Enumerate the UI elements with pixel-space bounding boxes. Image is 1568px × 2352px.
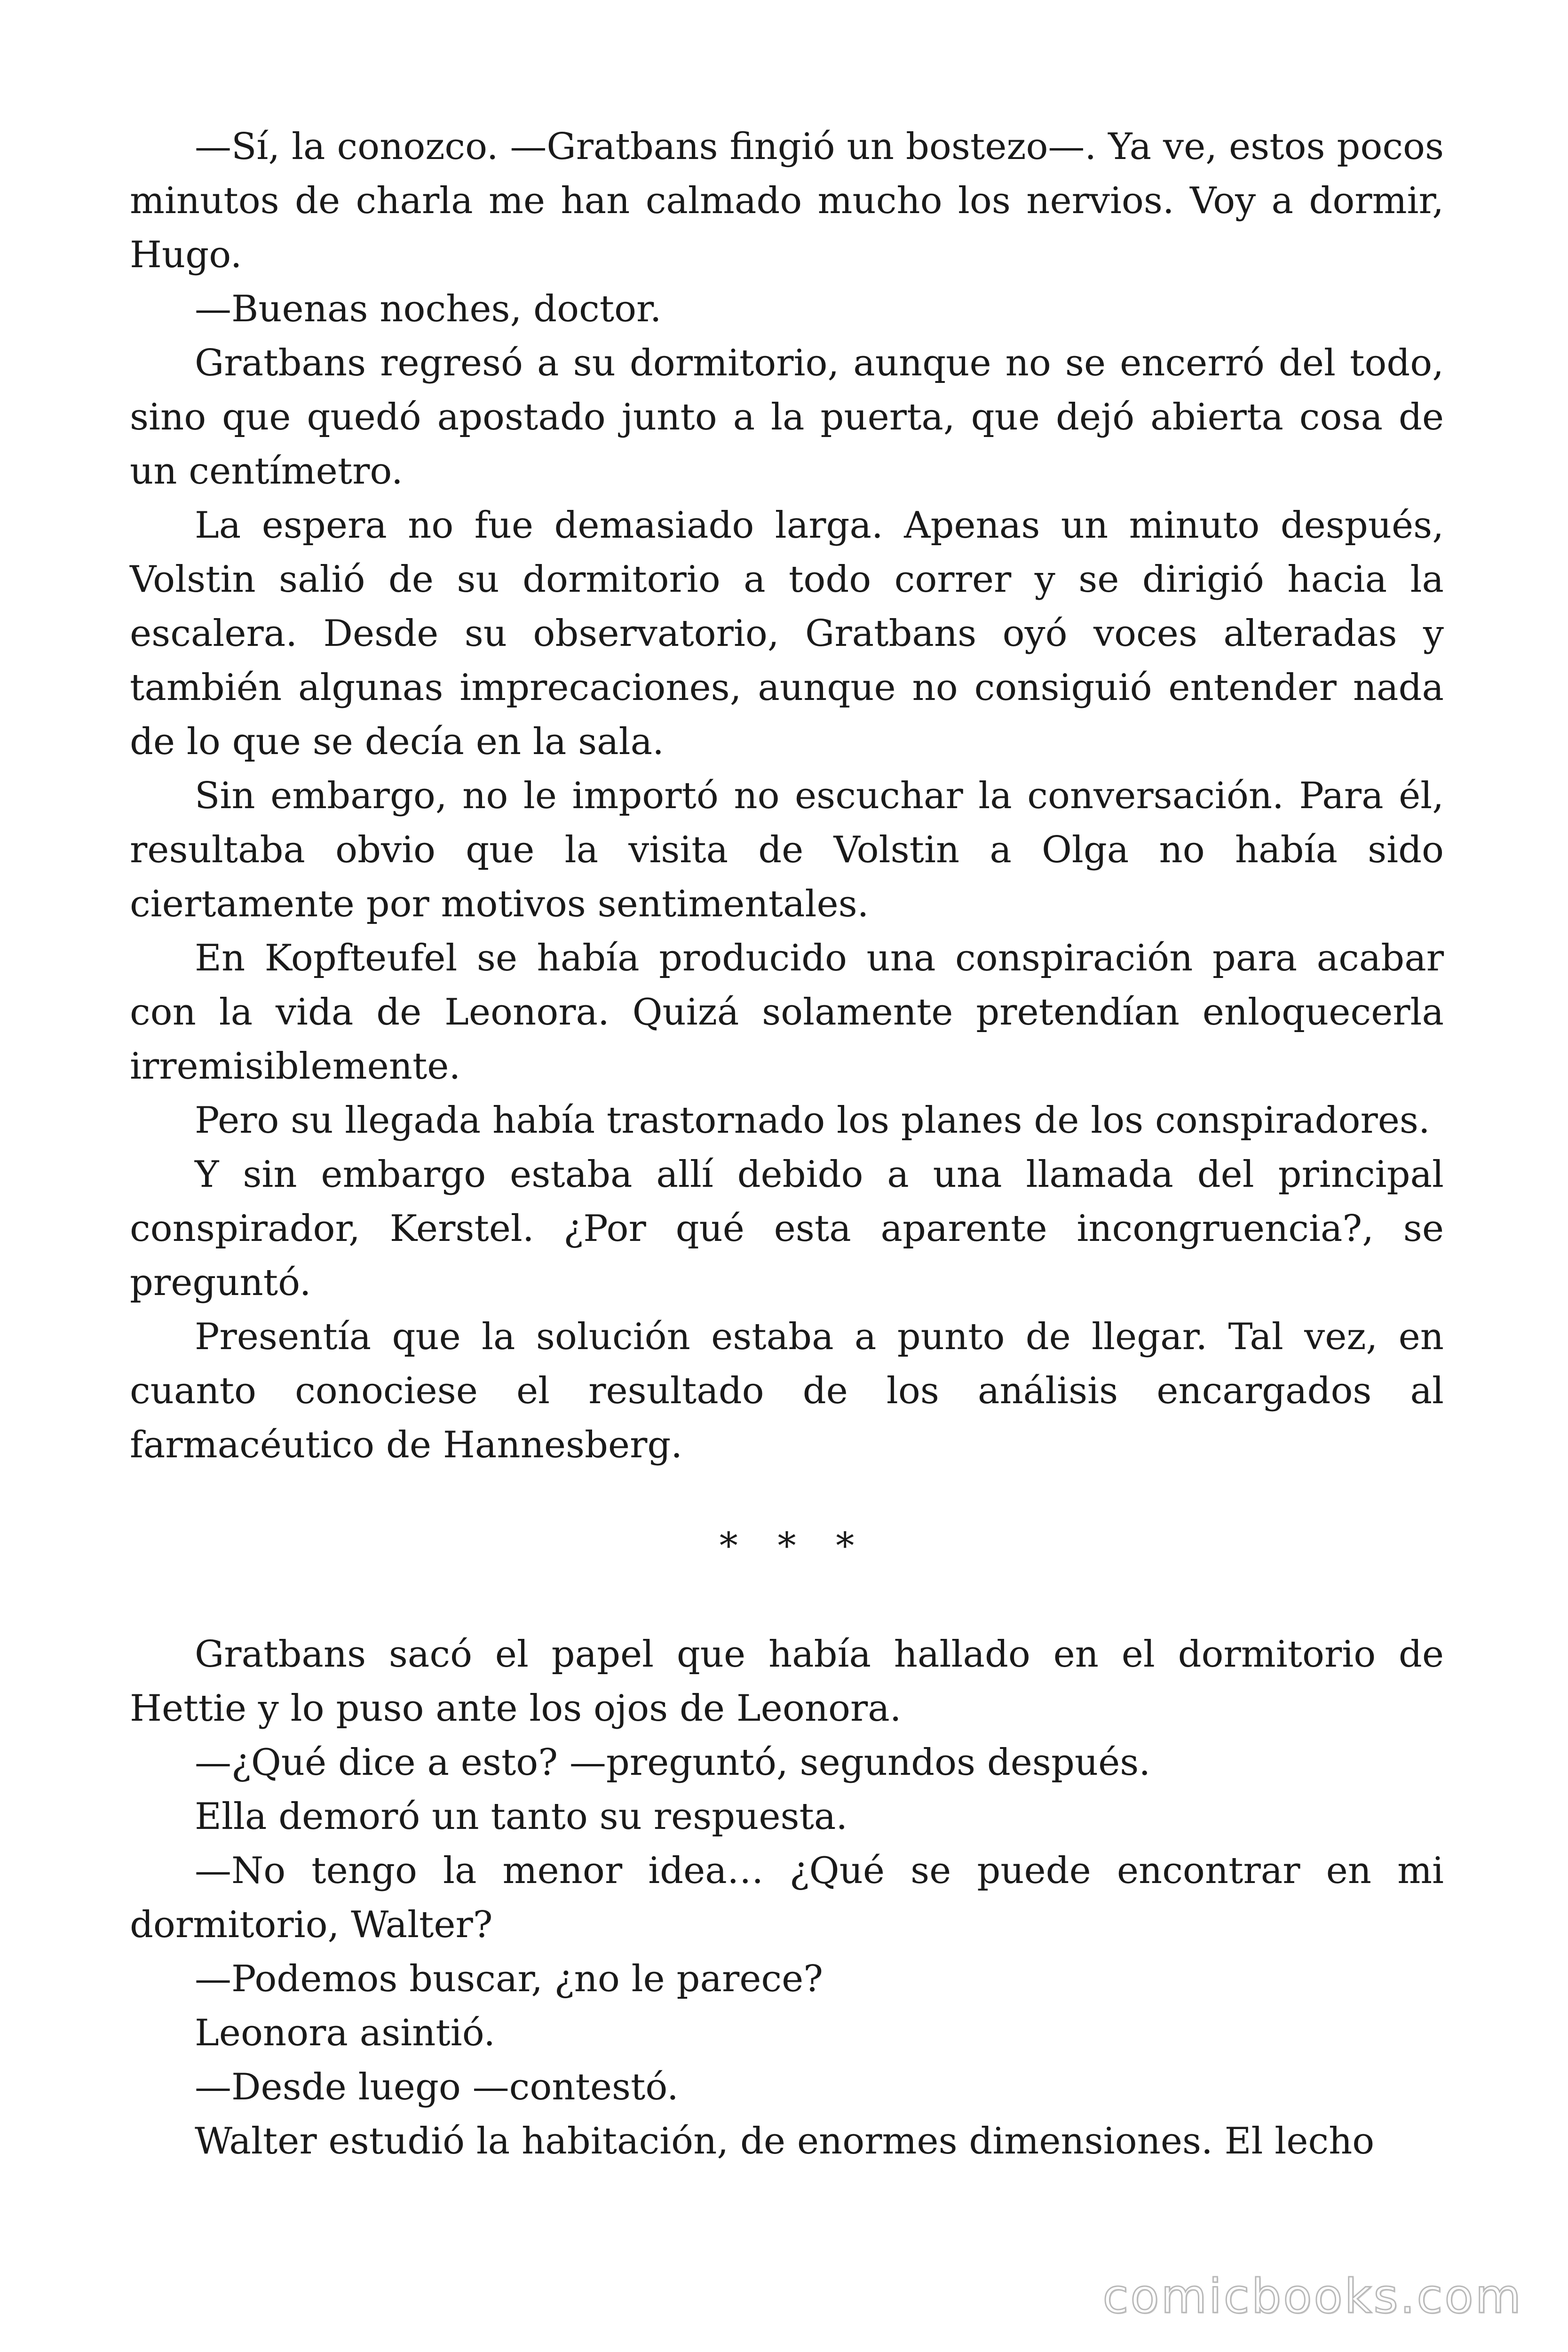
paragraph: En Kopfteufel se había producido una conspiración para acabar con la vida de Leonora. Quizá solamente pretendían enloquecerla irremisiblemente. [130, 937, 1444, 1088]
paragraph: Walter estudió la habitación, de enormes dimensiones. El lecho [195, 2120, 1375, 2162]
paragraph: —Podemos buscar, ¿no le parece? [195, 1958, 824, 2000]
paragraph: Gratbans regresó a su dormitorio, aunque no se encerró del todo, sino que quedó apostado junto a la puerta, que dejó abierta cosa de un centímetro. [130, 342, 1444, 493]
paragraph: —Buenas noches, doctor. [195, 288, 662, 330]
paragraph: —No tengo la menor idea… ¿Qué se puede encontrar en mi dormitorio, Walter? [130, 1850, 1444, 1946]
paragraph: Pero su llegada había trastornado los planes de los conspiradores. [195, 1099, 1430, 1142]
paragraph: Leonora asintió. [195, 2012, 496, 2054]
scene-break: * * * [719, 1525, 869, 1567]
paragraph: La espera no fue demasiado larga. Apenas un minuto después, Volstin salió de su dormitorio a todo correr y se dirigió hacia la escalera. Desde su observatorio, Gratbans oyó voces alteradas y también algunas imprecaciones, aunque no consiguió entender nada de lo que se decía en la sala. [130, 504, 1444, 763]
paragraph: —¿Qué dice a esto? —preguntó, segundos después. [195, 1741, 1151, 1784]
book-page [130, 120, 1444, 2169]
paragraph: Ella demoró un tanto su respuesta. [195, 1796, 848, 1838]
paragraph: Sin embargo, no le importó no escuchar la conversación. Para él, resultaba obvio que la visita de Volstin a Olga no había sido ciertamente por motivos sentimentales. [130, 775, 1444, 925]
paragraph: Y sin embargo estaba allí debido a una llamada del principal conspirador, Kerstel. ¿Por qué esta aparente incongruencia?, se preguntó. [130, 1153, 1444, 1304]
paragraph: —Sí, la conozco. —Gratbans fingió un bostezo—. Ya ve, estos pocos minutos de charla me han calmado mucho los nervios. Voy a dormir, Hugo. [130, 126, 1444, 276]
paragraph: Gratbans sacó el papel que había hallado en el dormitorio de Hettie y lo puso ante los ojos de Leonora. [130, 1633, 1444, 1730]
paragraph: —Desde luego —contestó. [195, 2066, 679, 2108]
paragraph: Presentía que la solución estaba a punto de llegar. Tal vez, en cuanto conociese el resultado de los análisis encargados al farmacéutico de Hannesberg. [130, 1316, 1444, 1466]
watermark: comicbooks.com [1102, 2269, 1523, 2324]
